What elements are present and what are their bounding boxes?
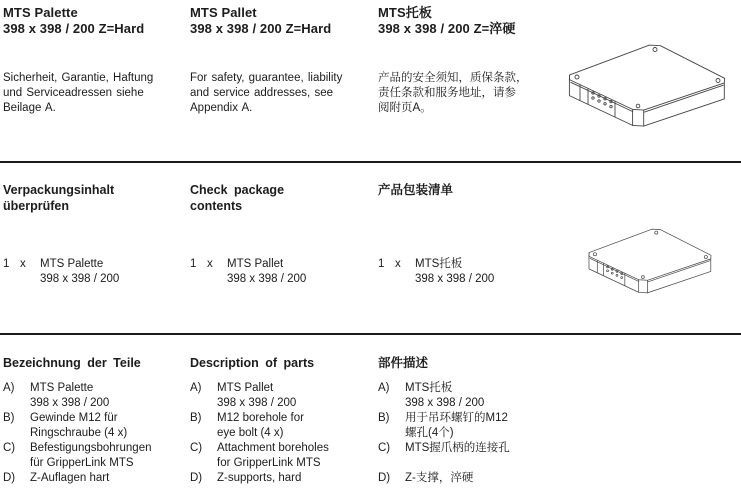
parts-list-en: [190, 381, 370, 486]
parts-item-de-a: [3, 381, 183, 411]
parts-item-en-d: [190, 471, 370, 486]
package-item-de-line1: MTS Palette: [40, 258, 104, 270]
safety-note-zh-line2: 责任条款和服务地址，请参: [378, 87, 516, 99]
parts-heading-en: Description of parts: [190, 356, 315, 370]
safety-note-de-line2: und Serviceadressen siehe: [3, 87, 144, 99]
section-divider-1: [0, 161, 741, 163]
product-title-de-line1: MTS Palette: [3, 5, 78, 20]
product-title-zh: [378, 5, 558, 37]
parts-item-de-c-line2: für GripperLink MTS: [30, 457, 134, 469]
parts-list-de: [3, 381, 183, 486]
parts-item-en-b-line1: M12 borehole for: [217, 412, 304, 424]
package-item-en-line1: MTS Pallet: [227, 258, 284, 270]
safety-note-en: [190, 71, 370, 116]
product-title-en-line2: 398 x 398 / 200 Z=Hard: [190, 21, 332, 36]
parts-item-de-b-label: B): [3, 412, 15, 424]
package-item-zh-line2: 398 x 398 / 200: [415, 273, 495, 285]
package-heading-de: [3, 183, 183, 214]
parts-item-zh-b-line2: 螺孔(4个): [405, 427, 454, 439]
parts-item-de-a-label: A): [3, 382, 15, 394]
safety-note-zh-line3: 阅附页A。: [378, 102, 432, 114]
safety-note-de-line3: Beilage A.: [3, 102, 56, 114]
parts-item-de-d: [3, 471, 183, 486]
package-item-de-qty: 1: [3, 258, 10, 270]
parts-item-de-c-line1: Befestigungsbohrungen: [30, 442, 152, 454]
section-divider-2: [0, 333, 741, 335]
product-title-en: [190, 5, 370, 37]
package-item-en-times: x: [207, 258, 213, 270]
parts-item-zh-a: [378, 381, 558, 411]
package-heading-en-line1: Check package: [190, 183, 285, 197]
package-heading-de-line1: Verpackungsinhalt: [3, 183, 115, 197]
parts-item-de-b-line1: Gewinde M12 für: [30, 412, 118, 424]
parts-item-en-d-line1: Z-supports, hard: [217, 472, 302, 484]
mts-pallet-isometric-drawing-top: [558, 36, 736, 132]
package-item-en: [190, 257, 370, 287]
package-heading-zh: [378, 183, 558, 199]
parts-item-zh-d-line1: Z-支撑，淬硬: [405, 472, 474, 484]
parts-heading-zh: 部件描述: [378, 356, 429, 370]
parts-item-de-c: [3, 441, 183, 471]
safety-note-zh-line1: 产品的安全须知，质保条款，: [378, 72, 528, 84]
parts-item-en-b-line2: eye bolt (4 x): [217, 427, 284, 439]
parts-item-zh-b-label: B): [378, 412, 390, 424]
package-heading-zh-line1: 产品包装清单: [378, 183, 454, 197]
package-heading-de-line2: überprüfen: [3, 198, 69, 213]
parts-item-zh-c-label: C): [378, 442, 391, 454]
parts-item-en-c: [190, 441, 370, 471]
package-heading-en-line2: contents: [190, 198, 243, 213]
product-title-en-line1: MTS Pallet: [190, 5, 257, 20]
parts-item-zh-b-line1: 用于吊环螺钉的M12: [405, 412, 508, 424]
parts-item-en-c-line1: Attachment boreholes: [217, 442, 329, 454]
parts-item-zh-c: [378, 441, 558, 456]
package-heading-en: [190, 183, 370, 214]
package-item-de-text: [40, 257, 119, 287]
mts-pallet-isometric-drawing-bottom: [580, 222, 720, 298]
parts-item-en-a: [190, 381, 370, 411]
package-item-zh: [378, 257, 558, 287]
parts-item-en-d-label: D): [190, 472, 203, 484]
safety-note-de: [3, 71, 183, 116]
parts-item-en-c-line2: for GripperLink MTS: [217, 457, 321, 469]
parts-item-de-c-label: C): [3, 442, 16, 454]
parts-item-en-b: [190, 411, 370, 441]
parts-item-de-a-line2: 398 x 398 / 200: [30, 397, 110, 409]
product-title-zh-line2: 398 x 398 / 200 Z=淬硬: [378, 21, 516, 36]
parts-item-de-a-line1: MTS Palette: [30, 382, 94, 394]
package-item-de-times: x: [20, 258, 26, 270]
parts-item-zh-d: [378, 471, 558, 486]
package-item-en-text: [227, 257, 306, 287]
parts-item-zh-b: [378, 411, 558, 441]
package-item-de: [3, 257, 183, 287]
product-title-de: [3, 5, 183, 37]
package-item-en-line2: 398 x 398 / 200: [227, 273, 307, 285]
package-item-zh-line1: MTS托板: [415, 258, 463, 270]
safety-note-en-line2: and service addresses, see: [190, 87, 333, 99]
parts-item-en-a-line1: MTS Pallet: [217, 382, 274, 394]
parts-item-en-c-label: C): [190, 442, 203, 454]
safety-note-en-line1: For safety, guarantee, liability: [190, 72, 343, 84]
package-item-zh-times: x: [395, 258, 401, 270]
parts-item-zh-a-label: A): [378, 382, 390, 394]
safety-note-de-line1: Sicherheit, Garantie, Haftung: [3, 72, 154, 84]
safety-note-zh: [378, 71, 558, 116]
parts-heading-de: Bezeichnung der Teile: [3, 356, 141, 370]
parts-item-de-d-label: D): [3, 472, 16, 484]
package-item-de-line2: 398 x 398 / 200: [40, 273, 120, 285]
safety-note-en-line3: Appendix A.: [190, 102, 253, 114]
parts-item-zh-c-line1: MTS握爪柄的连接孔: [405, 442, 510, 454]
parts-item-zh-a-line1: MTS托板: [405, 382, 453, 394]
parts-item-en-b-label: B): [190, 412, 202, 424]
package-item-zh-qty: 1: [378, 258, 385, 270]
package-item-zh-text: [415, 257, 494, 287]
product-title-de-line2: 398 x 398 / 200 Z=Hard: [3, 21, 145, 36]
product-title-zh-line1: MTS托板: [378, 5, 432, 20]
parts-item-de-b-line2: Ringschraube (4 x): [30, 427, 128, 439]
parts-item-de-b: [3, 411, 183, 441]
parts-item-de-d-line1: Z-Auflagen hart: [30, 472, 110, 484]
package-item-en-qty: 1: [190, 258, 197, 270]
parts-list-zh: [378, 381, 558, 486]
parts-item-en-a-line2: 398 x 398 / 200: [217, 397, 297, 409]
parts-item-zh-d-label: D): [378, 472, 391, 484]
parts-item-zh-a-line2: 398 x 398 / 200: [405, 397, 485, 409]
parts-item-en-a-label: A): [190, 382, 202, 394]
